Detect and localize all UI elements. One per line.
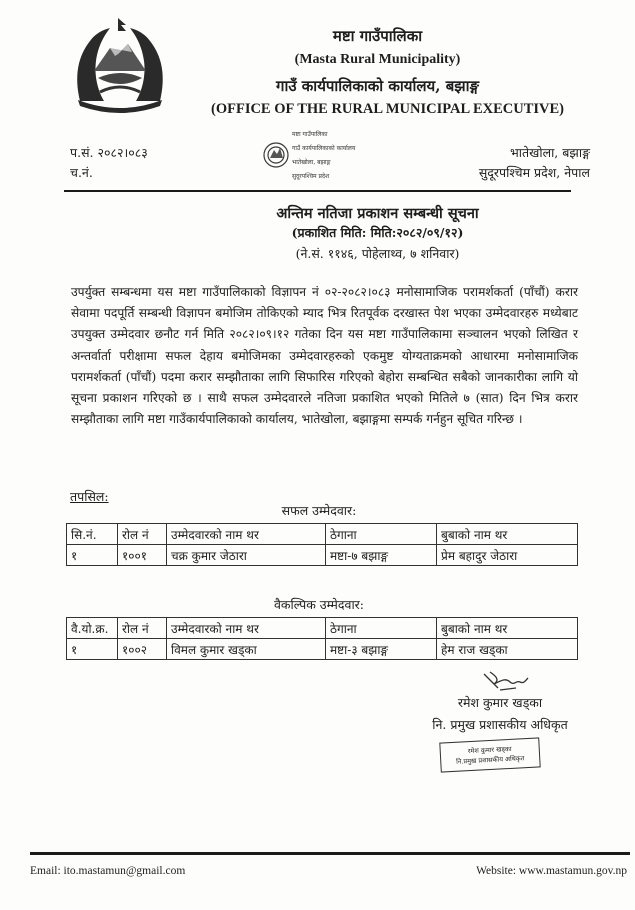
seal-text-4: सुदूरपश्चिम प्रदेश [292,173,330,180]
header-name: उम्मेदवारको नाम थर [167,618,326,639]
cell-name: चक्र कुमार जेठारा [167,545,326,566]
municipality-name-english: (Masta Rural Municipality) [294,52,461,67]
footer-email: Email: ito.mastamun@gmail.com [30,865,186,877]
stamp-name: रमेश कुमार खड्का [467,744,512,756]
cell-roll: १००१ [118,545,167,566]
cell-address: मष्टा-७ बझाङ्ग [326,545,437,566]
published-date: (प्रकाशित मिति: मिति:२०८२/०९/१२) [291,225,464,240]
cell-roll: १००२ [118,639,167,660]
cell-address: मष्टा-३ बझाङ्ग [326,639,437,660]
header-address: ठेगाना [326,524,437,545]
office-name-nepali: गाउँ कार्यपालिकाको कार्यालय, बझाङ्ग [276,77,479,95]
cell-serial: १ [67,545,118,566]
notice-title: अन्तिम नतिजा प्रकाशन सम्बन्धी सूचना [276,205,479,222]
successful-candidates-caption: सफल उम्मेदवार: [281,503,357,518]
table-header-row [67,618,578,639]
handwritten-signature [480,668,530,694]
header-divider [64,190,571,192]
letter-number: प.सं. २०८२।०८३ [70,145,148,160]
seal-text-1: मष्टा गाउँपालिका [292,131,328,138]
header-father-name: बुबाको नाम थर [437,524,578,545]
dispatch-number: च.नं. [70,165,93,180]
address-line-2: सुदूरपश्चिम प्रदेश, नेपाल [478,165,590,180]
successful-candidates-table [66,523,578,566]
reference-block [70,143,148,183]
office-name-english: (OFFICE OF THE RURAL MUNICIPAL EXECUTIVE) [211,101,564,117]
signatory-name: रमेश कुमार खड्का [457,695,543,710]
header-serial: सि.नं. [67,524,118,545]
table-row [67,545,578,566]
alternate-candidates-caption: वैकल्पिक उम्मेदवार: [273,597,365,612]
details-label: तपसिल: [70,489,109,504]
seal-text-2: गाउँ कार्यपालिकाको कार्यालय [292,145,356,152]
office-seal-stamp [262,122,372,188]
signatory-designation: नि. प्रमुख प्रशासकीय अधिकृत [432,717,568,732]
cell-name: विमल कुमार खड्का [167,639,326,660]
alternate-candidates-table [66,617,578,660]
header-father-name: बुबाको नाम थर [437,618,578,639]
header-alt-serial: वै.यो.क्र. [67,618,118,639]
footer-website: Website: www.mastamun.gov.np [476,865,627,877]
cell-father-name: हेम राज खड्का [437,639,578,660]
seal-text-3: भातेखोला, बझाङ्ग [292,159,331,166]
municipality-name-nepali: मष्टा गाउँपालिका [332,27,423,45]
notice-body: उपर्युक्त सम्बन्धमा यस मष्टा गाउँपालिकाको विज्ञापन नं ०२-२०८२।०८३ मनोसामाजिक परामर्शकर्ता (पाँचौं) करार सेवामा पदपूर्ति सम्बन्धी विज्ञापन बमोजिम तोकिएको म्याद भित्र रितपूर्वक दरखास्त पेश भएका उम्मेदवारहरु मध्येबाट उपयुक्त उम्मेदवार छनौट गर्न मिति २०८२।०९।१२ गतेका दिन यस मष्टा गाउँपालिकामा सञ्चालन भएको लिखित र अन्तर्वार्ता परीक्षामा सफल देहाय बमोजिमका उम्मेदवारहरुको एकमुष्ट योग्यताक्रमको आधारमा मनोसामाजिक परामर्शकर्ता (पाँचौं) पदमा करार सम्झौताका लागि सिफारिस गरिएको बेहोरा सम्बन्धित सबैको जानकारीका लागि यो सूचना प्रकाशन गरिएको छ । साथै सफल उम्मेदवारले नतिजा प्रकाशित भएको मितिले ७ (सात) दिन भित्र करार सम्झौताका लागि मष्टा गाउँकार्यपालिकाको कार्यालय, भातेखोला, बझाङ्गमा सम्पर्क गर्नहुन सूचित गरिन्छ । [71,285,578,427]
table-row [67,639,578,660]
header-roll: रोल नं [118,618,167,639]
cell-serial: १ [67,639,118,660]
stamp-designation: नि.प्रमुख प्रशासकीय अधिकृत [455,754,525,766]
signatory-rubber-stamp [439,737,540,772]
nepal-sambat-date: (ने.सं. ११४६, पोहेलाथ्व, ७ शनिवार) [295,246,460,261]
address-line-1: भातेखोला, बझाङ्ग [509,145,590,160]
cell-father-name: प्रेम बहादुर जेठारा [437,545,578,566]
header-address: ठेगाना [326,618,437,639]
table-header-row [67,524,578,545]
footer-divider [30,852,630,855]
header-name: उम्मेदवारको नाम थर [167,524,326,545]
header-roll: रोल नं [118,524,167,545]
address-block [479,143,590,183]
